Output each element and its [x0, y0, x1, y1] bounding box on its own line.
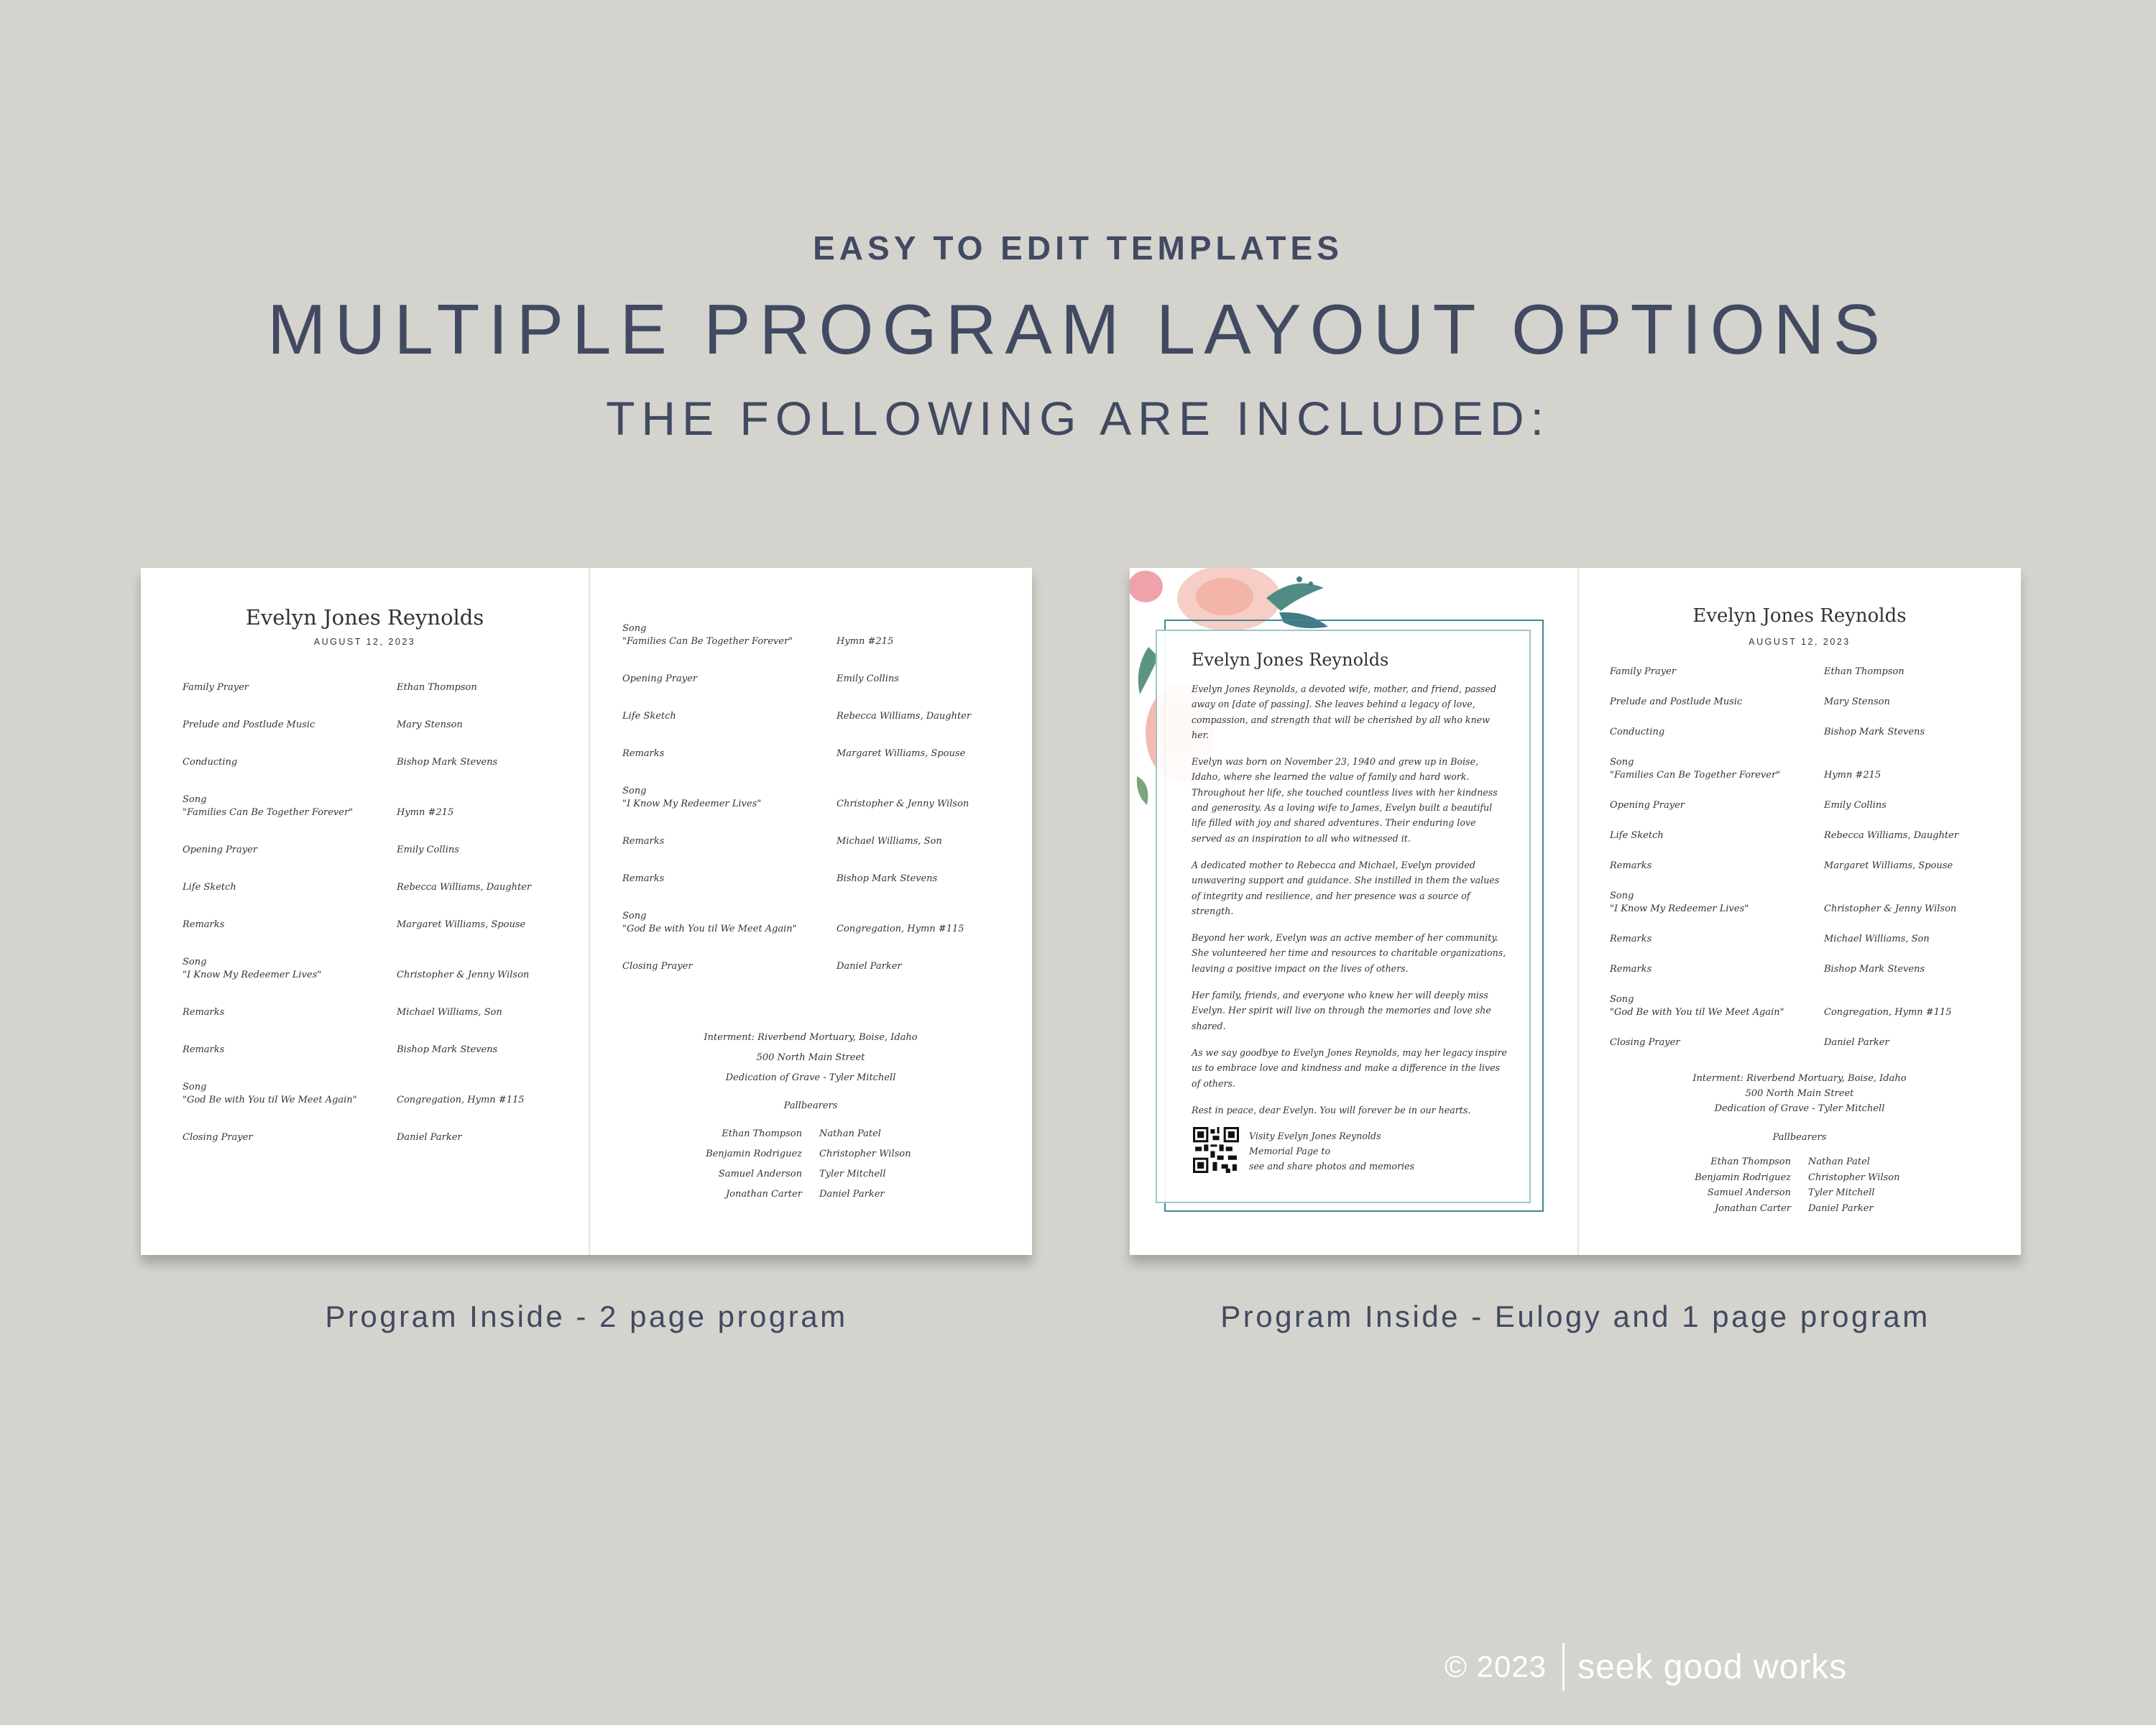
- program-item-participant: [1824, 860, 1998, 873]
- program-item-cell: [1610, 963, 1824, 976]
- program-item-label: Song: [1610, 994, 1634, 1005]
- qr-caption-line: see and share photos and memories: [1249, 1161, 1415, 1172]
- program-item-label: Remarks: [622, 748, 665, 759]
- program-name: Evelyn Jones Reynolds: [1692, 605, 1907, 627]
- program-item-label: Conducting: [1610, 727, 1665, 737]
- program-item-participant: [1824, 666, 1998, 678]
- program-item-participant: [397, 1006, 571, 1019]
- program-item-cell: [183, 1044, 397, 1057]
- pallbearer-name: Nathan Patel: [1808, 1156, 1870, 1167]
- program-item-cell: [183, 919, 397, 932]
- program-item-cell: [1610, 726, 1824, 739]
- participant-name: Rebecca Williams, Daughter: [837, 711, 972, 722]
- program-item-participant: [397, 1081, 571, 1107]
- program-item-detail: "God Be with You til We Meet Again": [622, 924, 797, 934]
- participant-name: Christopher & Jenny Wilson: [1824, 903, 1957, 914]
- program-item-participant: [397, 956, 571, 982]
- program-row: [183, 1081, 571, 1107]
- pallbearer-name: Christopher Wilson: [1808, 1172, 1900, 1183]
- pallbearer-name: Jonathan Carter: [1714, 1202, 1791, 1214]
- program-item-cell: [1610, 890, 1824, 916]
- pallbearer-name: Daniel Parker: [819, 1189, 885, 1200]
- program-item-label: Song: [622, 786, 647, 796]
- program-item-label: Remarks: [1610, 934, 1652, 944]
- program-item-participant: [397, 719, 571, 732]
- program-item-cell: [622, 785, 837, 811]
- eyebrow-heading: EASY TO EDIT TEMPLATES: [813, 229, 1343, 267]
- program-item-participant: [397, 756, 571, 769]
- participant-name: Ethan Thompson: [1824, 666, 1904, 677]
- program-item-participant: [1824, 963, 1998, 976]
- participant-name: Michael Williams, Son: [837, 836, 942, 847]
- program-item-label: Song: [183, 1082, 207, 1092]
- participant-name: Christopher & Jenny Wilson: [837, 799, 969, 809]
- program-item-label: Song: [622, 911, 647, 921]
- footer-brand: [1445, 1640, 1847, 1693]
- program-item-cell: [622, 673, 837, 686]
- program-item-label: Closing Prayer: [1610, 1037, 1680, 1048]
- interment-line: Interment: Riverbend Mortuary, Boise, Idaho: [704, 1032, 918, 1043]
- program-row: [1610, 756, 1998, 782]
- program-item-cell: [183, 681, 397, 694]
- caption-two-page: Program Inside - 2 page program: [325, 1300, 848, 1333]
- participant-name: Rebecca Williams, Daughter: [397, 882, 532, 893]
- program-row: [183, 756, 571, 769]
- program-item-participant: [837, 835, 1010, 848]
- participant-name: Congregation, Hymn #115: [1824, 1007, 1952, 1018]
- program-row: [1610, 860, 1998, 873]
- program-item-cell: [1610, 1036, 1824, 1049]
- pallbearer-name: Samuel Anderson: [1707, 1187, 1791, 1198]
- program-item-label: Family Prayer: [183, 682, 249, 693]
- eulogy-paragraph: As we say goodbye to Evelyn Jones Reynolds, may her legacy inspire us to embrace love and kindness and make a difference in the lives of others.: [1192, 1046, 1507, 1089]
- eulogy-paragraph: A dedicated mother to Rebecca and Michael, Evelyn provided unwavering support and guidance. She instilled in them the values of integrity and resilience, and her presence was a source of strength.: [1192, 859, 1500, 916]
- program-item-participant: [837, 785, 1010, 811]
- program-row: [1610, 696, 1998, 709]
- program-row: [1610, 993, 1998, 1019]
- program-row: [183, 1006, 571, 1019]
- participant-name: Hymn #215: [397, 807, 454, 818]
- program-item-participant: [397, 1131, 571, 1144]
- pallbearer-name: Ethan Thompson: [722, 1128, 802, 1139]
- participant-name: Mary Stenson: [397, 719, 463, 730]
- program-item-label: Prelude and Postlude Music: [183, 719, 315, 730]
- participant-name: Emily Collins: [397, 845, 459, 855]
- program-item-cell: [183, 756, 397, 769]
- pallbearer-name: Benjamin Rodriguez: [1695, 1172, 1791, 1183]
- program-item-label: Life Sketch: [1610, 830, 1664, 841]
- program-item-participant: [837, 748, 1010, 760]
- program-item-cell: [183, 1081, 397, 1107]
- program-row: [1610, 799, 1998, 812]
- program-item-cell: [622, 710, 837, 723]
- program-item-cell: [622, 748, 837, 760]
- participant-name: Margaret Williams, Spouse: [1824, 860, 1953, 871]
- program-row: [622, 835, 1010, 848]
- page-fold: [1577, 568, 1579, 1255]
- program-item-participant: [397, 881, 571, 894]
- participant-name: Hymn #215: [837, 636, 894, 647]
- program-item-cell: [183, 1131, 397, 1144]
- participant-name: Bishop Mark Stevens: [1824, 964, 1925, 975]
- program-row: [1610, 726, 1998, 739]
- eulogy-paragraph: Evelyn was born on November 23, 1940 and grew up in Boise, Idaho, where she learned the value of family and hard work. Throughout her life, she touched countless lives with her kindness and generosity. As a loving wife to James, Evelyn built a beautiful life filled with joy and shared adventures. Their enduring love served as an inspiration to all who witnessed it.: [1192, 756, 1498, 844]
- program-item-label: Conducting: [183, 757, 238, 768]
- program-item-participant: [1824, 829, 1998, 842]
- program-row: [622, 960, 1010, 973]
- pallbearer-name: Benjamin Rodriguez: [706, 1149, 802, 1159]
- participant-name: Michael Williams, Son: [1824, 934, 1930, 944]
- program-item-participant: [837, 910, 1010, 936]
- participant-name: Daniel Parker: [1824, 1037, 1889, 1048]
- program-row: [183, 881, 571, 894]
- interment-line: Dedication of Grave - Tyler Mitchell: [725, 1072, 896, 1083]
- participant-name: Daniel Parker: [397, 1132, 462, 1143]
- pallbearer-name: Jonathan Carter: [725, 1189, 802, 1200]
- program-item-label: Closing Prayer: [183, 1132, 253, 1143]
- interment-info: [1578, 1071, 2021, 1116]
- pallbearer-name: Nathan Patel: [819, 1128, 881, 1139]
- participant-name: Congregation, Hymn #115: [837, 924, 964, 934]
- participant-name: Bishop Mark Stevens: [1824, 727, 1925, 737]
- program-item-cell: [183, 881, 397, 894]
- program-row: [183, 794, 571, 819]
- program-item-label: Song: [622, 623, 647, 634]
- program-name: Evelyn Jones Reynolds: [245, 605, 484, 630]
- program-item-label: Life Sketch: [622, 711, 676, 722]
- program-item-label: Opening Prayer: [183, 845, 257, 855]
- program-item-label: Family Prayer: [1610, 666, 1676, 677]
- program-item-participant: [397, 681, 571, 694]
- program-list: [1610, 666, 1998, 1067]
- program-row: [622, 873, 1010, 886]
- program-list-right: [622, 622, 1010, 998]
- program-row: [183, 919, 571, 932]
- program-item-cell: [183, 719, 397, 732]
- program-item-participant: [837, 960, 1010, 973]
- program-item-label: Song: [183, 957, 207, 967]
- program-item-label: Song: [1610, 891, 1634, 901]
- program-row: [1610, 666, 1998, 678]
- qr-code-icon: [1193, 1127, 1239, 1173]
- eulogy-text: [1192, 681, 1508, 1129]
- program-row: [183, 844, 571, 857]
- program-item-label: Song: [183, 794, 207, 805]
- qr-caption-line: Memorial Page to: [1249, 1146, 1331, 1156]
- program-item-label: Closing Prayer: [622, 961, 693, 972]
- interment-line: Interment: Riverbend Mortuary, Boise, Idaho: [1692, 1073, 1907, 1084]
- program-item-detail: "Families Can Be Together Forever": [183, 807, 354, 818]
- participant-name: Emily Collins: [837, 673, 899, 684]
- participant-name: Margaret Williams, Spouse: [397, 919, 526, 930]
- program-item-cell: [183, 1006, 397, 1019]
- program-item-participant: [397, 844, 571, 857]
- program-row: [622, 673, 1010, 686]
- pallbearer-name: Christopher Wilson: [819, 1149, 911, 1159]
- pallbearers-list: [589, 1124, 1032, 1205]
- program-row: [622, 748, 1010, 760]
- program-item-participant: [837, 710, 1010, 723]
- program-item-label: Remarks: [1610, 964, 1652, 975]
- program-item-label: Remarks: [183, 919, 225, 930]
- program-item-cell: [622, 873, 837, 886]
- brand-name: seek good works: [1577, 1647, 1848, 1686]
- eulogy-paragraph: Her family, friends, and everyone who knew her will deeply miss Evelyn. Her spirit will live on through the memories and love she shared.: [1192, 990, 1491, 1031]
- program-item-cell: [183, 956, 397, 982]
- program-item-cell: [622, 835, 837, 848]
- program-item-participant: [1824, 726, 1998, 739]
- program-item-cell: [622, 622, 837, 648]
- program-row: [622, 622, 1010, 648]
- program-row: [183, 956, 571, 982]
- program-item-label: Prelude and Postlude Music: [1610, 696, 1743, 707]
- program-item-label: Remarks: [1610, 860, 1652, 871]
- footer-divider: [1562, 1643, 1565, 1690]
- interment-line: Dedication of Grave - Tyler Mitchell: [1714, 1103, 1885, 1114]
- participant-name: Mary Stenson: [1824, 696, 1890, 707]
- pallbearer-name: Tyler Mitchell: [1808, 1187, 1875, 1198]
- program-item-participant: [1824, 756, 1998, 782]
- program-mockup-two-page: [141, 568, 1032, 1255]
- pallbearers-title: Pallbearers: [1772, 1132, 1827, 1143]
- program-mockup-eulogy: [1130, 568, 2021, 1255]
- program-item-cell: [1610, 933, 1824, 946]
- program-item-participant: [1824, 993, 1998, 1019]
- program-item-participant: [1824, 696, 1998, 709]
- eulogy-paragraph: Rest in peace, dear Evelyn. You will forever be in our hearts.: [1192, 1104, 1471, 1116]
- participant-name: Ethan Thompson: [397, 682, 477, 693]
- program-item-detail: "Families Can Be Together Forever": [1610, 770, 1781, 781]
- program-item-participant: [1824, 933, 1998, 946]
- program-row: [622, 710, 1010, 723]
- program-item-cell: [1610, 696, 1824, 709]
- program-row: [1610, 890, 1998, 916]
- interment-line: 500 North Main Street: [756, 1052, 865, 1063]
- participant-name: Margaret Williams, Spouse: [837, 748, 966, 759]
- caption-eulogy: Program Inside - Eulogy and 1 page program: [1220, 1300, 1930, 1333]
- program-item-label: Remarks: [183, 1044, 225, 1055]
- pallbearer-name: Ethan Thompson: [1710, 1156, 1791, 1167]
- eulogy-paragraph: Beyond her work, Evelyn was an active member of her community. She volunteered her time and resources to charitable organizations, leaving a positive impact on the lives of others.: [1192, 932, 1506, 974]
- participant-name: Bishop Mark Stevens: [397, 1044, 498, 1055]
- program-item-label: Remarks: [622, 873, 665, 884]
- program-item-participant: [397, 1044, 571, 1057]
- program-item-participant: [837, 873, 1010, 886]
- program-date: AUGUST 12, 2023: [1749, 637, 1851, 647]
- interment-info: [589, 1028, 1032, 1088]
- copyright-text: © 2023: [1445, 1650, 1547, 1683]
- program-item-cell: [1610, 799, 1824, 812]
- program-item-participant: [837, 673, 1010, 686]
- eulogy-name: Evelyn Jones Reynolds: [1192, 650, 1389, 670]
- program-row: [183, 719, 571, 732]
- eulogy-paragraph: Evelyn Jones Reynolds, a devoted wife, mother, and friend, passed away on [date of passing]. She leaves behind a legacy of love, compassion, and strength that will be cherished by all who knew her.: [1192, 684, 1497, 740]
- program-item-cell: [1610, 756, 1824, 782]
- program-row: [183, 681, 571, 694]
- program-row: [622, 785, 1010, 811]
- program-item-detail: "Families Can Be Together Forever": [622, 636, 793, 647]
- participant-name: Michael Williams, Son: [397, 1007, 502, 1018]
- participant-name: Daniel Parker: [837, 961, 902, 972]
- qr-caption-line: Visity Evelyn Jones Reynolds: [1249, 1131, 1381, 1141]
- program-item-participant: [397, 794, 571, 819]
- program-item-participant: [1824, 890, 1998, 916]
- program-item-cell: [1610, 860, 1824, 873]
- program-item-participant: [1824, 799, 1998, 812]
- program-item-label: Remarks: [183, 1007, 225, 1018]
- participant-name: Bishop Mark Stevens: [837, 873, 938, 884]
- program-item-cell: [1610, 993, 1824, 1019]
- program-item-cell: [1610, 666, 1824, 678]
- program-row: [1610, 829, 1998, 842]
- pallbearer-name: Tyler Mitchell: [819, 1169, 886, 1179]
- participant-name: Hymn #215: [1824, 770, 1881, 781]
- program-item-label: Song: [1610, 757, 1634, 768]
- program-item-cell: [183, 794, 397, 819]
- program-row: [183, 1044, 571, 1057]
- program-item-label: Opening Prayer: [1610, 800, 1685, 811]
- participant-name: Congregation, Hymn #115: [397, 1095, 525, 1105]
- participant-name: Rebecca Williams, Daughter: [1824, 830, 1959, 841]
- program-item-label: Life Sketch: [183, 882, 236, 893]
- pallbearer-name: Samuel Anderson: [718, 1169, 802, 1179]
- participant-name: Christopher & Jenny Wilson: [397, 970, 530, 980]
- pallbearers-list: [1578, 1154, 2021, 1216]
- program-item-detail: "I Know My Redeemer Lives": [622, 799, 762, 809]
- program-item-participant: [397, 919, 571, 932]
- subtitle: THE FOLLOWING ARE INCLUDED:: [606, 392, 1550, 445]
- program-row: [183, 1131, 571, 1144]
- program-item-detail: "God Be with You til We Meet Again": [1610, 1007, 1784, 1018]
- program-item-detail: "I Know My Redeemer Lives": [183, 970, 322, 980]
- program-item-cell: [1610, 829, 1824, 842]
- program-date: AUGUST 12, 2023: [313, 637, 416, 647]
- program-item-participant: [837, 622, 1010, 648]
- participant-name: Bishop Mark Stevens: [397, 757, 498, 768]
- main-title: MULTIPLE PROGRAM LAYOUT OPTIONS: [267, 290, 1889, 369]
- pallbearers-title: Pallbearers: [783, 1100, 838, 1111]
- program-list-left: [183, 681, 571, 1169]
- pallbearer-name: Daniel Parker: [1808, 1202, 1874, 1214]
- interment-line: 500 North Main Street: [1745, 1088, 1854, 1099]
- program-row: [622, 910, 1010, 936]
- program-item-cell: [183, 844, 397, 857]
- program-row: [1610, 963, 1998, 976]
- participant-name: Emily Collins: [1824, 800, 1886, 811]
- qr-caption: [1249, 1128, 1414, 1174]
- program-item-cell: [622, 910, 837, 936]
- program-item-label: Remarks: [622, 836, 665, 847]
- program-item-cell: [622, 960, 837, 973]
- program-row: [1610, 1036, 1998, 1049]
- program-item-participant: [1824, 1036, 1998, 1049]
- program-item-label: Opening Prayer: [622, 673, 697, 684]
- program-item-detail: "I Know My Redeemer Lives": [1610, 903, 1749, 914]
- program-row: [1610, 933, 1998, 946]
- program-item-detail: "God Be with You til We Meet Again": [183, 1095, 357, 1105]
